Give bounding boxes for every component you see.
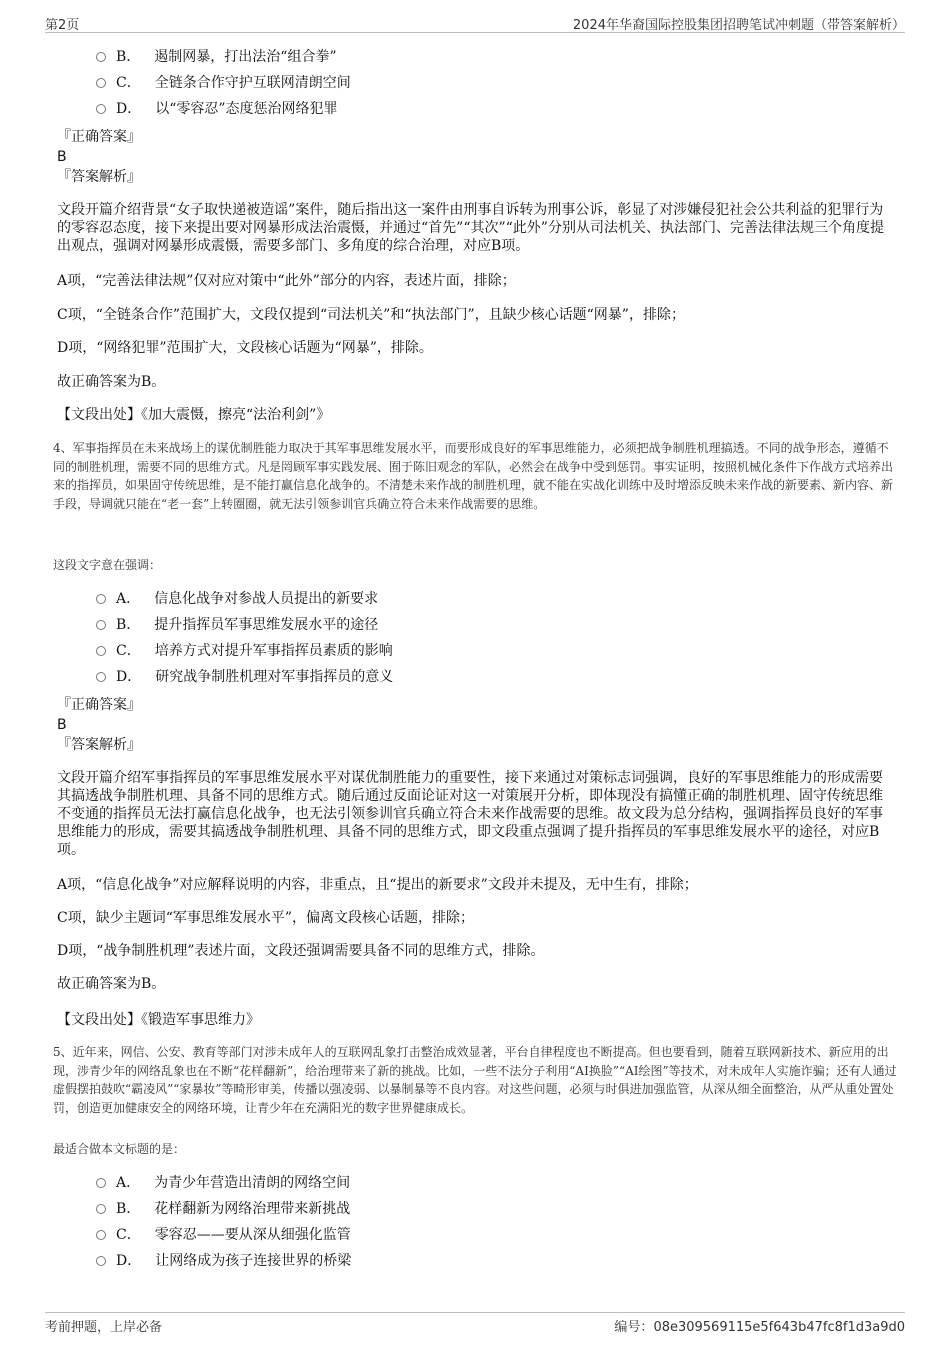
q5-option-d[interactable]: D． 让网络成为孩子连接世界的桥梁 bbox=[96, 1251, 351, 1271]
code-label: 编号： bbox=[614, 1320, 654, 1335]
q4-note-c: C项，缺少主题词“军事思维发展水平”，偏离文段核心话题，排除； bbox=[57, 910, 475, 926]
radio-icon[interactable] bbox=[96, 78, 106, 88]
page-number: 第2页 bbox=[45, 18, 80, 33]
q5-option-c[interactable]: C． 零容忍——要从深从细强化监管 bbox=[96, 1225, 351, 1245]
q3-answer: B bbox=[57, 149, 67, 165]
q5-option-a[interactable]: A． 为青少年营造出清朗的网络空间 bbox=[96, 1173, 350, 1193]
radio-icon[interactable] bbox=[96, 1178, 106, 1188]
radio-icon[interactable] bbox=[96, 1204, 106, 1214]
radio-icon[interactable] bbox=[96, 1230, 106, 1240]
q3-note-a: A项，“完善法律法规”仅对应对策中“此外”部分的内容，表述片面，排除； bbox=[57, 273, 516, 289]
page-footer bbox=[45, 1312, 905, 1335]
radio-icon[interactable] bbox=[96, 646, 106, 656]
radio-icon[interactable] bbox=[96, 104, 106, 114]
q4-answer: B bbox=[57, 717, 67, 733]
radio-icon[interactable] bbox=[96, 672, 106, 682]
q4-note-a: A项，“信息化战争”对应解释说明的内容，非重点，且“提出的新要求”文段并未提及，无中生有，排除； bbox=[57, 877, 698, 893]
q5-question: 最适合做本文标题的是： bbox=[53, 1142, 186, 1156]
q3-answer-label: 『正确答案』 bbox=[57, 129, 141, 145]
radio-icon[interactable] bbox=[96, 620, 106, 630]
q4-answer-label: 『正确答案』 bbox=[57, 697, 141, 713]
q4-analysis-label: 『答案解析』 bbox=[57, 737, 141, 753]
footer-slogan: 考前押题，上岸必备 bbox=[45, 1320, 163, 1335]
q3-note-d: D项，“网络犯罪”范围扩大，文段核心话题为“网暴”，排除。 bbox=[57, 340, 433, 356]
document-code bbox=[614, 1316, 905, 1335]
radio-icon[interactable] bbox=[96, 594, 106, 604]
q3-option-c[interactable]: C． 全链条合作守护互联网清朗空间 bbox=[96, 73, 351, 93]
q3-conclusion: 故正确答案为B。 bbox=[57, 374, 166, 390]
q4-stem: 4、军事指挥员在未来战场上的谋优制胜能力取决于其军事思维发展水平，而要形成良好的军事思维能力，必须把战争制胜机理搞透。不同的战争形态，遵循不同的制胜机理，需要不同的思维方式。凡是罔顾军事实践发展、囿于陈旧观念的军队，必然会在战争中受到惩罚。事实证明，按照机械化条件下作战方式培养出来的指挥员，如果固守传统思维，是不能打赢信息化战争的。不清楚未来作战的制胜机理，就不能在实战化训练中及时增添反映未来作战的新要素、新内容、新手段，导调就只能在“老一套”上转圈圈，就无法引领参训官兵确立符合未来作战需要的思维。 bbox=[53, 441, 894, 511]
q3-analysis: 文段开篇介绍背景“女子取快递被造谣”案件，随后指出这一案件由刑事自诉转为刑事公诉，彰显了对涉嫌侵犯社会公共利益的犯罪行为的零容忍态度，接下来提出要对网暴形成法治震慑，并通过“首先”“其次”“此外”分别从司法机关、执法部门、完善法律法规三个角度提出观点，强调对网暴形成震慑，需要多部门、多角度的综合治理，对应B项。 bbox=[57, 202, 884, 254]
q3-option-d[interactable]: D． 以“零容忍”态度惩治网络犯罪 bbox=[96, 99, 338, 119]
q4-conclusion: 故正确答案为B。 bbox=[57, 976, 166, 992]
q3-analysis-label: 『答案解析』 bbox=[57, 169, 141, 185]
q4-note-d: D项，“战争制胜机理”表述片面，文段还强调需要具备不同的思维方式，排除。 bbox=[57, 943, 545, 959]
q5-option-b[interactable]: B． 花样翻新为网络治理带来新挑战 bbox=[96, 1199, 350, 1219]
q4-option-c[interactable]: C． 培养方式对提升军事指挥员素质的影响 bbox=[96, 641, 393, 661]
q4-option-a[interactable]: A． 信息化战争对参战人员提出的新要求 bbox=[96, 589, 378, 609]
q4-option-d[interactable]: D． 研究战争制胜机理对军事指挥员的意义 bbox=[96, 667, 393, 687]
q4-option-b[interactable]: B． 提升指挥员军事思维发展水平的途径 bbox=[96, 615, 378, 635]
radio-icon[interactable] bbox=[96, 52, 106, 62]
q4-analysis: 文段开篇介绍军事指挥员的军事思维发展水平对谋优制胜能力的重要性，接下来通过对策标志词强调，良好的军事思维能力的形成需要其搞透战争制胜机理、具备不同的思维方式。随后通过反面论证对这一对策展开分析，即体现没有搞懂正确的制胜机理、固守传统思维不变通的指挥员无法打赢信息化战争，也无法引领参训官兵确立符合未来作战需要的思维。故文段为总分结构，强调指挥员良好的军事思维能力的形成，需要其搞透战争制胜机理、具备不同的思维方式，即文段重点强调了提升指挥员的军事思维发展水平的途径，对应B项。 bbox=[57, 770, 883, 858]
q5-stem: 5、近年来，网信、公安、教育等部门对涉未成年人的互联网乱象打击整治成效显著，平台自律程度也不断提高。但也要看到，随着互联网新技术、新应用的出现，涉青少年的网络乱象也在不断“花样翻新”，给治理带来了新的挑战。比如，一些不法分子利用“AI换脸”“AI绘图”等技术，对未成年人实施诈骗；还有人通过虚假摆拍鼓吹“霸凌风”“家暴妆”等畸形审美，传播以强凌弱、以暴制暴等不良内容。对这些问题，必须与时俱进加强监管，从深从细全面整治，从严从重处置处罚，创造更加健康安全的网络环境，让青少年在充满阳光的数字世界健康成长。 bbox=[53, 1045, 897, 1115]
code-value: 08e309569115e5f643b47fc8f1d3a9d0 bbox=[653, 1320, 905, 1335]
q3-source: 【文段出处】《加大震慑，擦亮“法治利剑”》 bbox=[57, 407, 331, 423]
q3-option-b[interactable]: B． 遏制网暴，打出法治“组合拳” bbox=[96, 47, 337, 67]
q4-question: 这段文字意在强调： bbox=[53, 558, 162, 572]
page-header bbox=[45, 12, 905, 33]
q3-note-c: C项，“全链条合作”范围扩大，文段仅提到“司法机关”和“执法部门”，且缺少核心话题“网暴”，排除； bbox=[57, 307, 685, 323]
q4-source: 【文段出处】《锻造军事思维力》 bbox=[57, 1012, 260, 1028]
document-title: 2024年华裔国际控股集团招聘笔试冲刺题（带答案解析） bbox=[572, 18, 905, 33]
radio-icon[interactable] bbox=[96, 1256, 106, 1266]
